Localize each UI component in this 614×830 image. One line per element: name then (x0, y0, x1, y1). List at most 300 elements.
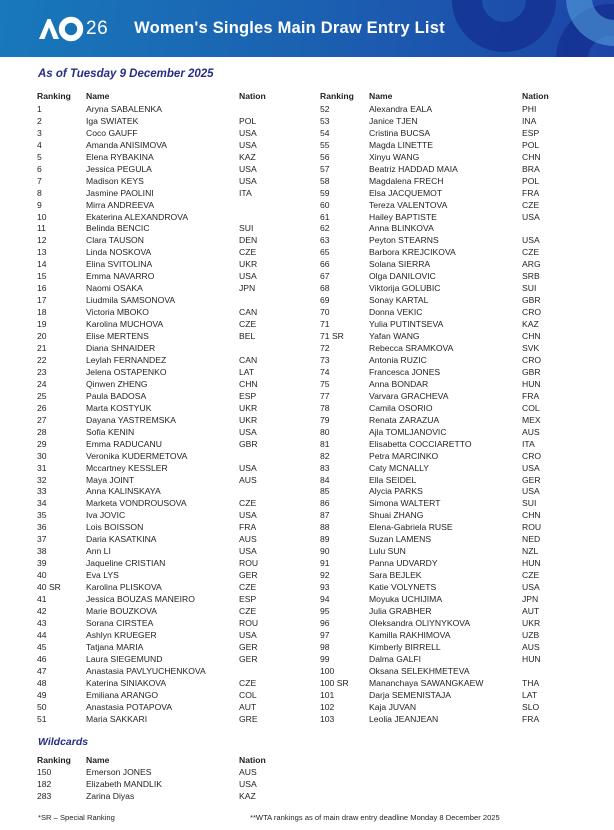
player-name-cell: Varvara GRACHEVA (369, 390, 449, 401)
rank-cell: 84 (320, 474, 330, 485)
player-name-cell: Suzan LAMENS (369, 534, 432, 545)
entry-row (37, 451, 287, 463)
player-name-cell: Sonay KARTAL (369, 295, 429, 306)
header-banner (0, 0, 614, 57)
entry-row (320, 427, 570, 439)
nation-cell (239, 451, 287, 463)
player-name-cell: Zarina Diyas (86, 791, 135, 802)
player-name-cell: Hailey BAPTISTE (369, 211, 437, 222)
player-name-cell: Jasmine PAOLINI (86, 187, 154, 198)
nation-cell (522, 223, 570, 235)
rank-cell: 17 (37, 295, 47, 306)
player-name-cell: Sara BEJLEK (369, 570, 422, 581)
player-name-cell: Victoria MBOKO (86, 307, 149, 318)
entry-row (320, 522, 570, 534)
player-name-cell: Alycia PARKS (369, 486, 423, 497)
nation-cell (239, 295, 287, 307)
player-name-cell: Julia GRABHER (369, 605, 432, 616)
rank-cell: 30 (37, 450, 47, 461)
entry-row (320, 451, 570, 463)
rank-cell: 53 (320, 115, 330, 126)
player-name-cell: Yafan WANG (369, 331, 420, 342)
rank-cell: 86 (320, 498, 330, 509)
nation-cell: NED (522, 534, 541, 545)
nation-cell: ITA (522, 438, 535, 449)
entry-row (37, 235, 287, 247)
player-name-cell: Emerson JONES (86, 767, 152, 778)
nation-cell: POL (239, 115, 257, 126)
nation-cell: ROU (522, 522, 542, 533)
player-name-cell: Belinda BENCIC (86, 223, 150, 234)
player-name-cell: Jessica BOUZAS MANEIRO (86, 594, 195, 605)
player-name-cell: Karolina PLISKOVA (86, 582, 162, 593)
table-header-row (320, 91, 570, 104)
entry-row (37, 642, 287, 654)
player-name-cell: Antonia RUZIC (369, 354, 427, 365)
entry-row (37, 319, 287, 331)
entry-row (37, 223, 287, 235)
entry-row (320, 331, 570, 343)
player-name-cell: Iga SWIATEK (86, 115, 139, 126)
nation-cell: UKR (239, 259, 258, 270)
entry-row (37, 212, 287, 224)
entry-row (320, 212, 570, 224)
entry-row (37, 403, 287, 415)
wildcards-section (37, 755, 614, 804)
player-name-cell: Barbora KREJCIKOVA (369, 247, 456, 258)
nation-cell: COL (239, 689, 257, 700)
nation-cell: THA (522, 677, 540, 688)
entry-row (37, 307, 287, 319)
name-column-header: Name (86, 91, 110, 101)
nation-cell: UKR (239, 414, 258, 425)
player-name-cell: Aryna SABALENKA (86, 103, 162, 114)
nation-cell: USA (522, 582, 540, 593)
entry-row (37, 666, 287, 678)
entry-row (320, 271, 570, 283)
nation-cell: USA (239, 546, 257, 557)
entry-row (37, 379, 287, 391)
nation-cell: USA (239, 462, 257, 473)
entry-row (37, 546, 287, 558)
player-name-cell: Caty MCNALLY (369, 462, 430, 473)
nation-cell: CAN (239, 354, 258, 365)
nation-cell: CZE (239, 677, 257, 688)
nation-cell: GBR (239, 438, 258, 449)
nation-cell: USA (239, 510, 257, 521)
nation-cell: AUS (239, 474, 257, 485)
nation-cell: KAZ (239, 791, 256, 802)
rank-cell: 78 (320, 402, 330, 413)
name-column-header: Name (369, 91, 393, 101)
player-name-cell: Emma RADUCANU (86, 438, 162, 449)
rank-cell: 59 (320, 187, 330, 198)
nation-cell: UKR (522, 617, 541, 628)
rank-cell: 79 (320, 414, 330, 425)
player-name-cell: Viktorija GOLUBIC (369, 283, 441, 294)
nation-cell: ESP (239, 390, 257, 401)
player-name-cell: Darja SEMENISTAJA (369, 689, 451, 700)
rank-cell: 75 (320, 378, 330, 389)
nation-cell: MEX (522, 414, 541, 425)
entry-row (320, 439, 570, 451)
player-name-cell: Naomi OSAKA (86, 283, 143, 294)
entry-row (320, 235, 570, 247)
entry-row (320, 247, 570, 259)
entry-row (320, 283, 570, 295)
player-name-cell: Dalma GALFI (369, 653, 422, 664)
entry-row (37, 582, 287, 594)
player-name-cell: Tatjana MARIA (86, 641, 144, 652)
player-name-cell: Rebecca SRAMKOVA (369, 343, 454, 354)
nation-cell: USA (239, 271, 257, 282)
nation-cell: SVK (522, 343, 540, 354)
rank-cell: 21 (37, 343, 47, 354)
player-name-cell: Elena-Gabriela RUSE (369, 522, 453, 533)
entry-row (320, 678, 570, 690)
rank-cell: 94 (320, 594, 330, 605)
entry-row (37, 558, 287, 570)
rank-cell: 65 (320, 247, 330, 258)
entry-row (37, 355, 287, 367)
entry-row (37, 283, 287, 295)
rank-cell: 70 (320, 307, 330, 318)
rank-cell: 6 (37, 163, 42, 174)
rank-cell: 4 (37, 139, 42, 150)
rank-cell: 3 (37, 127, 42, 138)
entry-row (37, 594, 287, 606)
entry-row (37, 188, 287, 200)
rank-cell: 63 (320, 235, 330, 246)
entry-row (37, 654, 287, 666)
player-name-cell: Ann LI (86, 546, 111, 557)
player-name-cell: Daria KASATKINA (86, 534, 157, 545)
rank-cell: 88 (320, 522, 330, 533)
rank-cell: 42 (37, 605, 47, 616)
rank-cell: 74 (320, 366, 330, 377)
player-name-cell: Simona WALTERT (369, 498, 441, 509)
entry-row (320, 200, 570, 212)
nation-cell: LAT (239, 366, 255, 377)
entry-row (37, 415, 287, 427)
nation-cell: CZE (522, 199, 540, 210)
entry-row (320, 259, 570, 271)
entry-row (320, 223, 570, 235)
player-name-cell: Shuai ZHANG (369, 510, 424, 521)
player-name-cell: Eva LYS (86, 570, 119, 581)
nation-cell: CHN (522, 151, 541, 162)
nation-cell (522, 666, 570, 678)
rank-cell: 103 (320, 713, 335, 724)
table-header-row (37, 755, 287, 768)
nation-cell: USA (522, 235, 540, 246)
player-name-cell: Maria SAKKARI (86, 713, 148, 724)
nation-cell (239, 666, 287, 678)
rank-cell: 45 (37, 641, 47, 652)
player-name-cell: Magda LINETTE (369, 139, 433, 150)
entry-row (320, 666, 570, 678)
player-name-cell: Amanda ANISIMOVA (86, 139, 168, 150)
player-name-cell: Lulu SUN (369, 546, 406, 557)
player-name-cell: Olga DANILOVIC (369, 271, 436, 282)
rank-cell: 73 (320, 354, 330, 365)
nation-cell: SLO (522, 701, 540, 712)
wildcard-row (37, 779, 287, 791)
nation-cell (239, 104, 287, 116)
entry-row (320, 128, 570, 140)
player-name-cell: Diana SHNAIDER (86, 343, 156, 354)
footnote-wta-rankings: **WTA rankings as of main draw entry deadline Monday 8 December 2025 (250, 813, 500, 823)
rank-cell: 37 (37, 534, 47, 545)
player-name-cell: Oleksandra OLIYNYKOVA (369, 617, 471, 628)
player-name-cell: Anna KALINSKAYA (86, 486, 161, 497)
ranking-column-header: Ranking (37, 91, 71, 101)
player-name-cell: Maya JOINT (86, 474, 135, 485)
nation-cell: USA (239, 175, 257, 186)
nation-cell: CRO (522, 450, 542, 461)
entry-row (37, 295, 287, 307)
decorative-ring-icon (452, 0, 556, 52)
rank-cell: 182 (37, 779, 52, 790)
table-header-row (37, 91, 287, 104)
player-name-cell: Katie VOLYNETS (369, 582, 437, 593)
entry-row (320, 104, 570, 116)
nation-cell: USA (239, 426, 257, 437)
logo-year: 26 (86, 17, 109, 39)
entry-row (37, 140, 287, 152)
nation-cell: FRA (522, 713, 540, 724)
entry-row (320, 702, 570, 714)
player-name-cell: Donna VEKIC (369, 307, 423, 318)
player-name-cell: Panna UDVARDY (369, 558, 438, 569)
player-name-cell: Anna BLINKOVA (369, 223, 434, 234)
rank-cell: 95 (320, 605, 330, 616)
rank-cell: 50 (37, 701, 47, 712)
player-name-cell: Anna BONDAR (369, 378, 429, 389)
rank-cell: 18 (37, 307, 47, 318)
rank-cell: 51 (37, 713, 47, 724)
player-name-cell: Leylah FERNANDEZ (86, 354, 167, 365)
entry-table-right (320, 91, 570, 726)
nation-cell: CZE (522, 570, 540, 581)
entry-row (320, 164, 570, 176)
ao26-logo (38, 16, 108, 42)
entry-row (320, 391, 570, 403)
rank-cell: 29 (37, 438, 47, 449)
nation-cell: BRA (522, 163, 540, 174)
nation-cell: JPN (522, 594, 539, 605)
rank-cell: 90 (320, 546, 330, 557)
nation-cell: CHN (239, 378, 258, 389)
player-name-cell: Elena RYBAKINA (86, 151, 154, 162)
rank-cell: 91 (320, 558, 330, 569)
player-name-cell: Veronika KUDERMETOVA (86, 450, 188, 461)
entry-row (37, 534, 287, 546)
nation-cell (239, 486, 287, 498)
rank-cell: 56 (320, 151, 330, 162)
entry-tables (37, 91, 614, 726)
entry-row (37, 606, 287, 618)
entry-row (320, 642, 570, 654)
entry-row (37, 522, 287, 534)
nation-cell: SUI (239, 223, 254, 234)
rank-cell: 10 (37, 211, 47, 222)
entry-row (37, 439, 287, 451)
entry-row (320, 558, 570, 570)
nation-column-header: Nation (522, 91, 549, 101)
nation-cell: ITA (239, 187, 252, 198)
player-name-cell: Jessica PEGULA (86, 163, 152, 174)
rank-cell: 100 SR (320, 677, 349, 688)
rank-cell: 89 (320, 534, 330, 545)
nation-cell: UZB (522, 629, 540, 640)
nation-cell: INA (522, 115, 537, 126)
entry-row (37, 343, 287, 355)
entry-row (37, 367, 287, 379)
nation-cell: HUN (522, 653, 541, 664)
nation-cell: ROU (239, 617, 259, 628)
player-name-cell: Xinyu WANG (369, 151, 420, 162)
player-name-cell: Elise MERTENS (86, 331, 149, 342)
nation-cell: CHN (522, 331, 541, 342)
rank-cell: 93 (320, 582, 330, 593)
rank-cell: 23 (37, 366, 47, 377)
entry-row (37, 714, 287, 726)
nation-cell: USA (522, 462, 540, 473)
player-name-cell: Marta KOSTYUK (86, 402, 152, 413)
entry-row (37, 463, 287, 475)
player-name-cell: Clara TAUSON (86, 235, 144, 246)
nation-cell: ESP (522, 127, 540, 138)
rank-cell: 77 (320, 390, 330, 401)
entry-row (37, 510, 287, 522)
nation-cell: AUT (522, 605, 540, 616)
rank-cell: 55 (320, 139, 330, 150)
rank-cell: 49 (37, 689, 47, 700)
player-name-cell: Lois BOISSON (86, 522, 144, 533)
player-name-cell: Ella SEIDEL (369, 474, 417, 485)
player-name-cell: Petra MARCINKO (369, 450, 439, 461)
entry-row (37, 104, 287, 116)
entry-row (37, 200, 287, 212)
player-name-cell: Jaqueline CRISTIAN (86, 558, 166, 569)
player-name-cell: Laura SIEGEMUND (86, 653, 163, 664)
entry-row (37, 486, 287, 498)
entry-row (37, 164, 287, 176)
entry-row (37, 152, 287, 164)
entry-row (320, 152, 570, 164)
entry-row (320, 319, 570, 331)
rank-cell: 102 (320, 701, 335, 712)
entry-row (37, 176, 287, 188)
nation-cell: CHN (522, 510, 541, 521)
rank-cell: 40 SR (37, 582, 61, 593)
wildcards-heading: Wildcards (38, 735, 89, 748)
nation-cell: GBR (522, 295, 541, 306)
nation-cell: GER (522, 474, 541, 485)
player-name-cell: Camila OSORIO (369, 402, 433, 413)
player-name-cell: Elisabetta COCCIARETTO (369, 438, 472, 449)
wildcard-row (37, 791, 287, 803)
rank-cell: 47 (37, 665, 47, 676)
entry-row (37, 271, 287, 283)
player-name-cell: Peyton STEARNS (369, 235, 439, 246)
rank-cell: 26 (37, 402, 47, 413)
rank-cell: 96 (320, 617, 330, 628)
rank-cell: 72 (320, 343, 330, 354)
entry-row (37, 570, 287, 582)
entry-row (320, 140, 570, 152)
nation-cell: USA (239, 779, 257, 790)
player-name-cell: Jelena OSTAPENKO (86, 366, 167, 377)
name-column-header: Name (86, 754, 110, 765)
entry-row (320, 570, 570, 582)
wildcards-table (37, 755, 287, 804)
rank-cell: 40 (37, 570, 47, 581)
entry-row (320, 403, 570, 415)
entry-row (320, 714, 570, 726)
rank-cell: 101 (320, 689, 335, 700)
entry-row (37, 630, 287, 642)
player-name-cell: Tereza VALENTOVA (369, 199, 448, 210)
rank-cell: 25 (37, 390, 47, 401)
player-name-cell: Anastasia POTAPOVA (86, 701, 173, 712)
entry-row (320, 367, 570, 379)
nation-cell: KAZ (239, 151, 256, 162)
nation-cell: CZE (522, 247, 540, 258)
nation-cell: GER (239, 570, 258, 581)
player-name-cell: Katerina SINIAKOVA (86, 677, 167, 688)
player-name-cell: Janice TJEN (369, 115, 418, 126)
entry-row (320, 630, 570, 642)
rank-cell: 52 (320, 103, 330, 114)
player-name-cell: Ekaterina ALEXANDROVA (86, 211, 189, 222)
rank-cell: 38 (37, 546, 47, 557)
player-name-cell: Emiliana ARANGO (86, 689, 159, 700)
rank-cell: 39 (37, 558, 47, 569)
entry-row (37, 427, 287, 439)
nation-cell: ESP (239, 594, 257, 605)
rank-cell: 8 (37, 187, 42, 198)
entry-row (320, 295, 570, 307)
entry-row (320, 534, 570, 546)
player-name-cell: Solana SIERRA (369, 259, 431, 270)
player-name-cell: Madison KEYS (86, 175, 144, 186)
nation-cell: USA (239, 163, 257, 174)
entry-row (37, 128, 287, 140)
nation-cell: USA (239, 139, 257, 150)
nation-cell: FRA (522, 187, 540, 198)
ranking-column-header: Ranking (320, 91, 354, 101)
nation-cell: USA (239, 127, 257, 138)
rank-cell: 13 (37, 247, 47, 258)
entry-row (37, 498, 287, 510)
entry-row (37, 116, 287, 128)
player-name-cell: Magdalena FRECH (369, 175, 444, 186)
nation-cell: FRA (239, 522, 257, 533)
entry-row (37, 475, 287, 487)
player-name-cell: Alexandra EALA (369, 103, 433, 114)
rank-cell: 5 (37, 151, 42, 162)
player-name-cell: Kaja JUVAN (369, 701, 417, 712)
rank-cell: 15 (37, 271, 47, 282)
nation-cell: USA (239, 629, 257, 640)
rank-cell: 14 (37, 259, 47, 270)
rank-cell: 92 (320, 570, 330, 581)
player-name-cell: Beatriz HADDAD MAIA (369, 163, 458, 174)
rank-cell: 16 (37, 283, 47, 294)
nation-cell: POL (522, 175, 540, 186)
